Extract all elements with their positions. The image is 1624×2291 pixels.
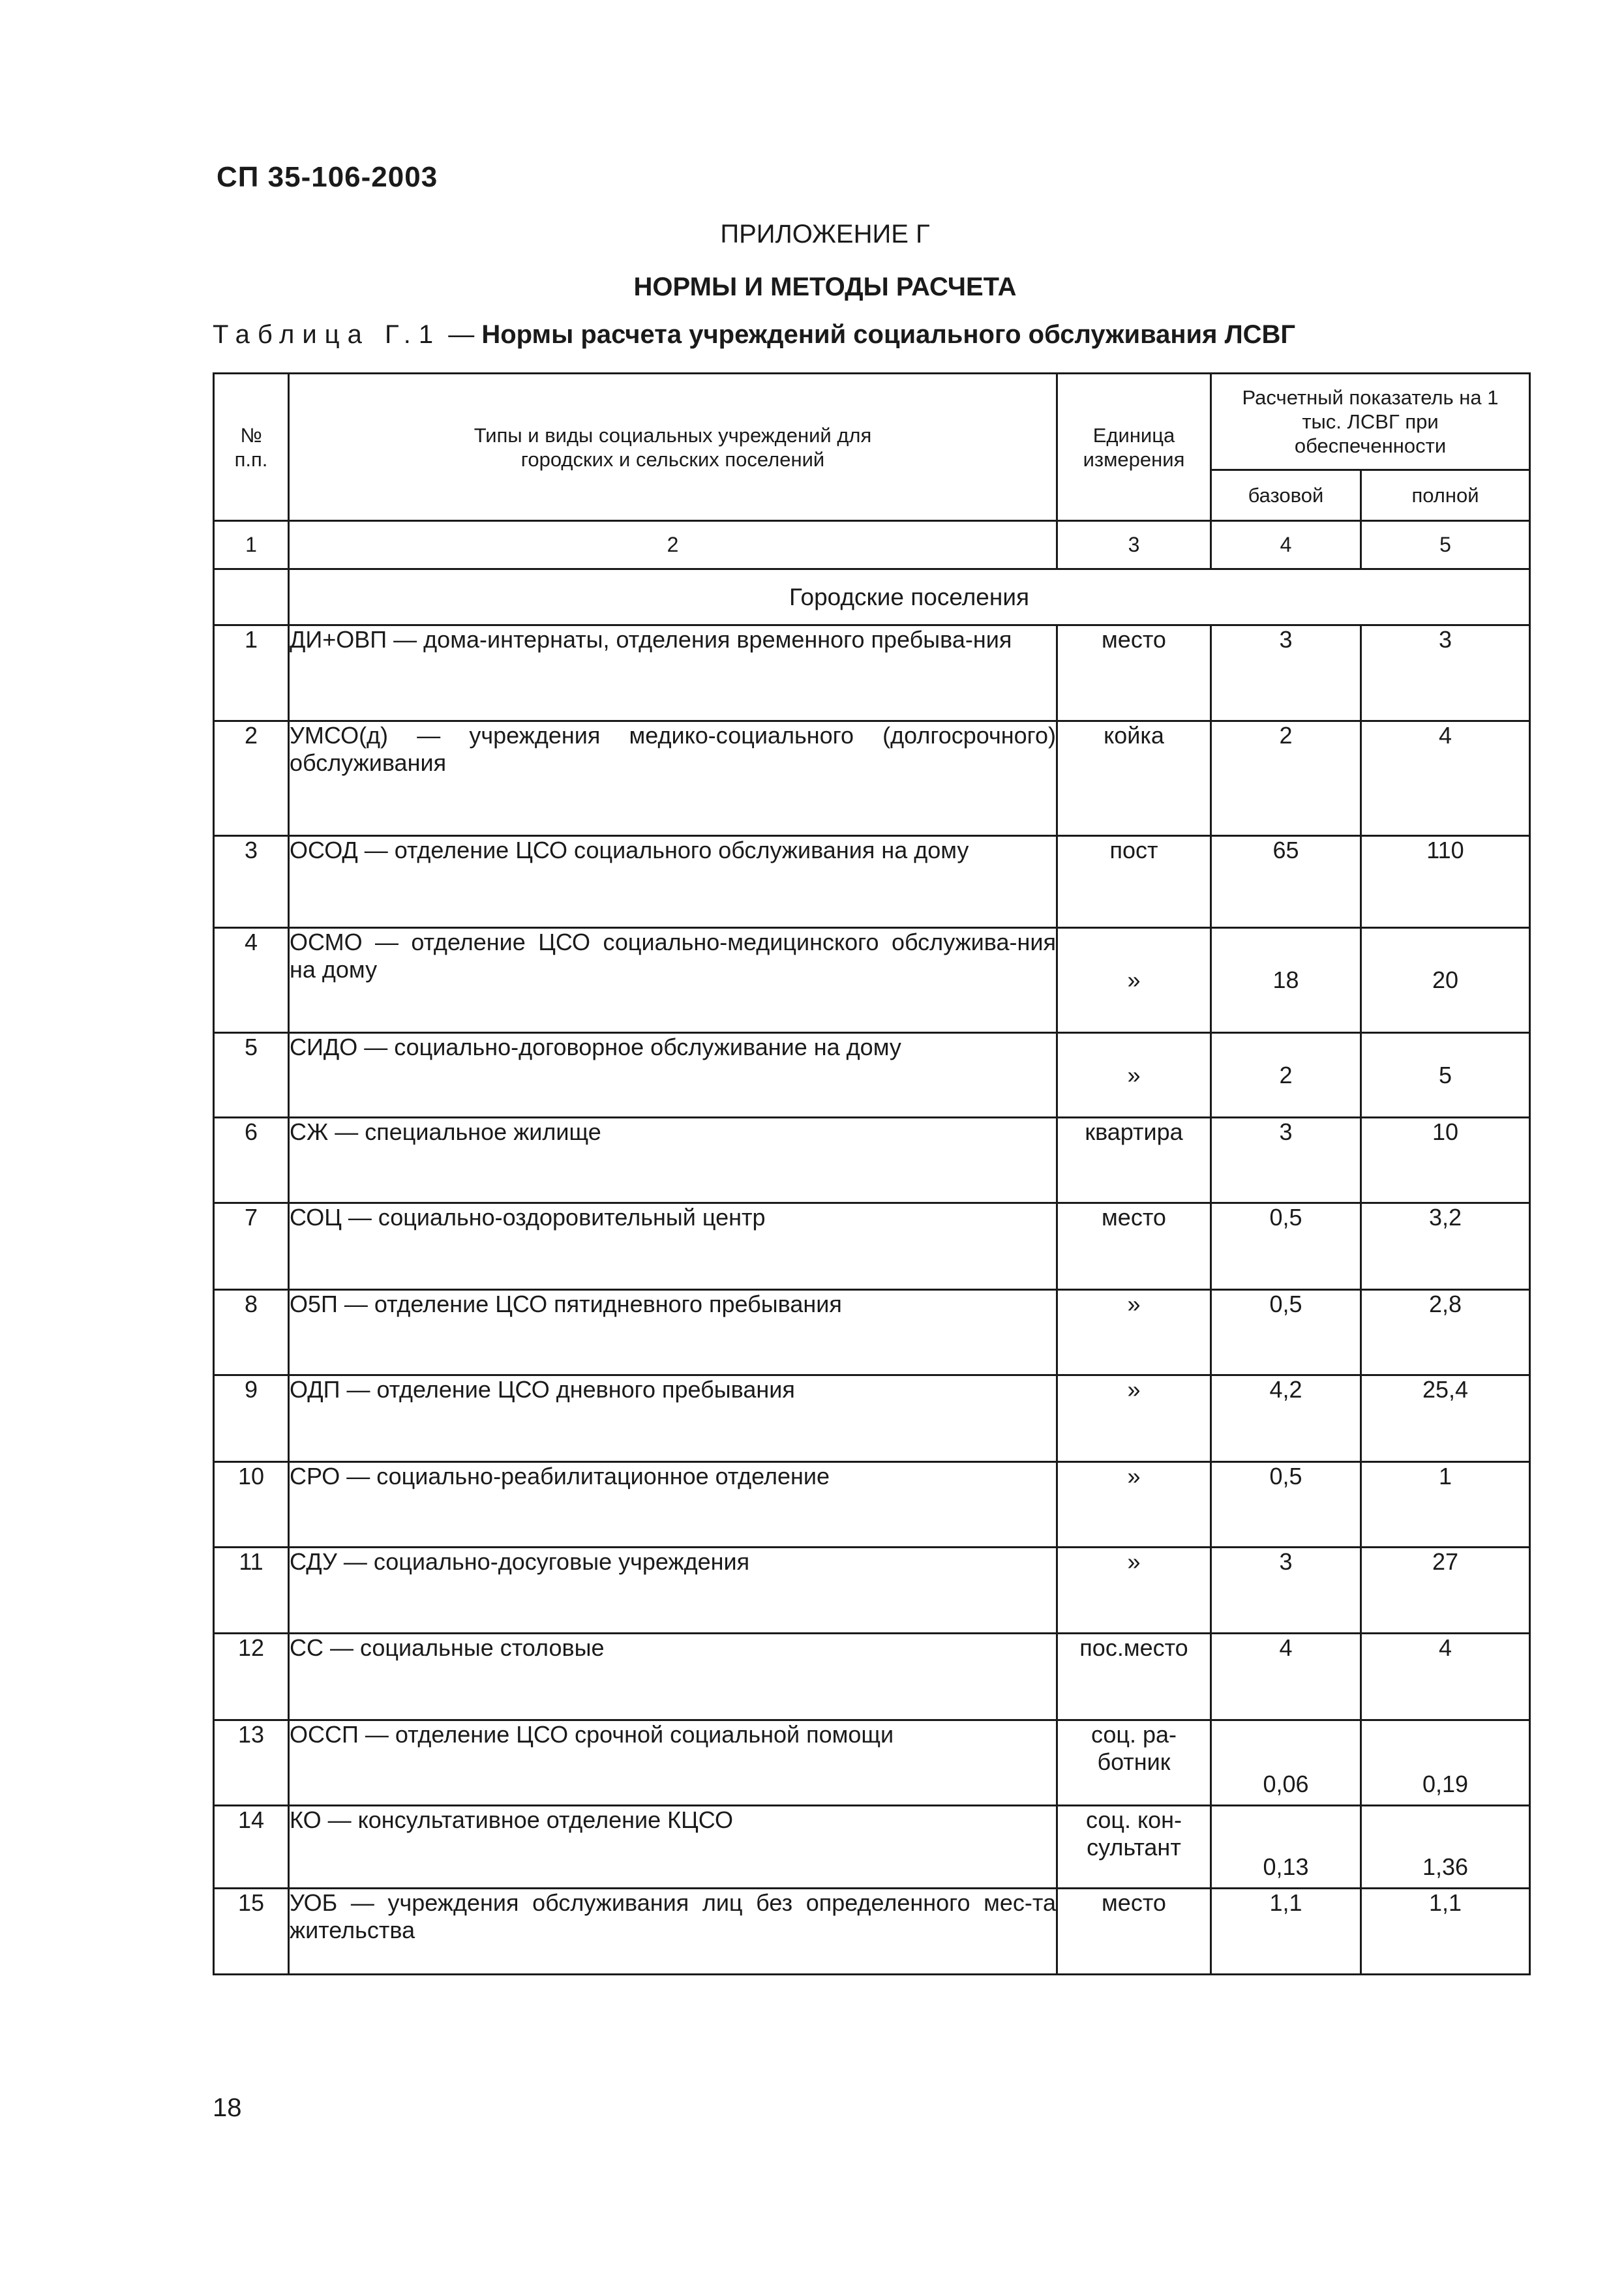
row-name: ОССП — отделение ЦСО срочной социальной помощи [289,1720,1057,1806]
row-name: ДИ+ОВП — дома-интернаты, отделения временного пребыва-ния [289,625,1057,721]
row-number: 15 [214,1889,289,1975]
row-base-value: 0,13 [1211,1806,1361,1889]
row-name: СИДО — социально-договорное обслуживание на дому [289,1033,1057,1118]
table-row [214,1548,1530,1634]
header-num: № п.п. [214,374,289,521]
column-number-row [214,521,1530,569]
row-unit: пос.место [1057,1634,1211,1720]
row-base-value: 0,5 [1211,1462,1361,1548]
table-row [214,625,1530,721]
row-number: 12 [214,1634,289,1720]
group-row [214,569,1530,625]
row-full-value: 20 [1361,928,1530,1033]
table-row [214,721,1530,836]
row-number: 3 [214,836,289,928]
row-number: 4 [214,928,289,1033]
row-unit: » [1057,1033,1211,1118]
appendix-heading: ПРИЛОЖЕНИЕ Г [720,220,930,248]
row-number: 9 [214,1375,289,1462]
table-row [214,1033,1530,1118]
table-caption-dash: — [441,320,482,349]
row-base-value: 3 [1211,625,1361,721]
row-base-value: 4 [1211,1634,1361,1720]
row-unit: место [1057,1203,1211,1290]
row-name: ОДП — отделение ЦСО дневного пребывания [289,1375,1057,1462]
row-name: КО — консультативное отделение КЦСО [289,1806,1057,1889]
row-base-value: 2 [1211,721,1361,836]
row-name: ОСОД — отделение ЦСО социального обслуживания на дому [289,836,1057,928]
row-base-value: 4,2 [1211,1375,1361,1462]
table-row [214,1118,1530,1203]
table-title: Нормы расчета учреждений социального обслуживания ЛСВГ [481,320,1296,349]
row-number: 14 [214,1806,289,1889]
column-number: 1 [214,521,289,569]
row-base-value: 1,1 [1211,1889,1361,1975]
row-name: СДУ — социально-досуговые учреждения [289,1548,1057,1634]
column-number: 4 [1211,521,1361,569]
row-unit: квартира [1057,1118,1211,1203]
row-full-value: 4 [1361,721,1530,836]
row-unit: » [1057,928,1211,1033]
table-caption [213,320,1295,350]
row-name: СРО — социально-реабилитационное отделение [289,1462,1057,1548]
row-base-value: 18 [1211,928,1361,1033]
group-num-empty [214,569,289,625]
row-number: 13 [214,1720,289,1806]
row-number: 10 [214,1462,289,1548]
header-unit: Единица измерения [1057,374,1211,521]
row-base-value: 0,5 [1211,1203,1361,1290]
row-unit: соц. кон-сультант [1057,1806,1211,1889]
row-name: СС — социальные столовые [289,1634,1057,1720]
row-base-value: 3 [1211,1548,1361,1634]
row-base-value: 0,06 [1211,1720,1361,1806]
group-title: Городские поселения [289,569,1530,625]
row-number: 11 [214,1548,289,1634]
row-base-value: 0,5 [1211,1290,1361,1375]
table-row [214,928,1530,1033]
row-number: 8 [214,1290,289,1375]
row-full-value: 25,4 [1361,1375,1530,1462]
row-number: 5 [214,1033,289,1118]
row-full-value: 0,19 [1361,1720,1530,1806]
row-full-value: 27 [1361,1548,1530,1634]
column-number: 5 [1361,521,1530,569]
row-unit: пост [1057,836,1211,928]
table-row [214,1203,1530,1290]
row-full-value: 2,8 [1361,1290,1530,1375]
row-number: 7 [214,1203,289,1290]
row-number: 6 [214,1118,289,1203]
header-indicator: Расчетный показатель на 1 тыс. ЛСВГ при обеспеченности [1211,374,1530,470]
header-full: полной [1361,470,1530,521]
row-full-value: 1,36 [1361,1806,1530,1889]
row-name: О5П — отделение ЦСО пятидневного пребывания [289,1290,1057,1375]
row-full-value: 10 [1361,1118,1530,1203]
row-unit: соц. ра-ботник [1057,1720,1211,1806]
row-name: УМСО(д) — учреждения медико-социального (долгосрочного) обслуживания [289,721,1057,836]
row-unit: место [1057,625,1211,721]
row-full-value: 3 [1361,625,1530,721]
row-base-value: 2 [1211,1033,1361,1118]
table-row [214,1720,1530,1806]
column-number: 2 [289,521,1057,569]
row-full-value: 3,2 [1361,1203,1530,1290]
header-types: Типы и виды социальных учреждений для городских и сельских поселений [289,374,1057,521]
table-row [214,1290,1530,1375]
table-row [214,1634,1530,1720]
table-row [214,1462,1530,1548]
row-unit: » [1057,1290,1211,1375]
norms-table [213,372,1531,1975]
row-name: СЖ — специальное жилище [289,1118,1057,1203]
table-label: Таблица Г.1 [213,320,442,349]
table-row [214,1889,1530,1975]
page-number: 18 [213,2093,242,2122]
row-unit: » [1057,1548,1211,1634]
table-row [214,1806,1530,1889]
table-row [214,1375,1530,1462]
row-name: УОБ — учреждения обслуживания лиц без определенного мес-та жительства [289,1889,1057,1975]
row-full-value: 1 [1361,1462,1530,1548]
column-number: 3 [1057,521,1211,569]
row-full-value: 4 [1361,1634,1530,1720]
row-number: 1 [214,625,289,721]
row-base-value: 3 [1211,1118,1361,1203]
row-number: 2 [214,721,289,836]
row-base-value: 65 [1211,836,1361,928]
row-unit: » [1057,1375,1211,1462]
section-title: НОРМЫ И МЕТОДЫ РАСЧЕТА [633,273,1017,301]
row-full-value: 110 [1361,836,1530,928]
row-full-value: 5 [1361,1033,1530,1118]
row-unit: место [1057,1889,1211,1975]
row-unit: койка [1057,721,1211,836]
document-code: СП 35-106-2003 [217,161,438,193]
header-base: базовой [1211,470,1361,521]
row-name: СОЦ — социально-оздоровительный центр [289,1203,1057,1290]
row-full-value: 1,1 [1361,1889,1530,1975]
table-row [214,836,1530,928]
row-unit: » [1057,1462,1211,1548]
row-name: ОСМО — отделение ЦСО социально-медицинского обслужива-ния на дому [289,928,1057,1033]
